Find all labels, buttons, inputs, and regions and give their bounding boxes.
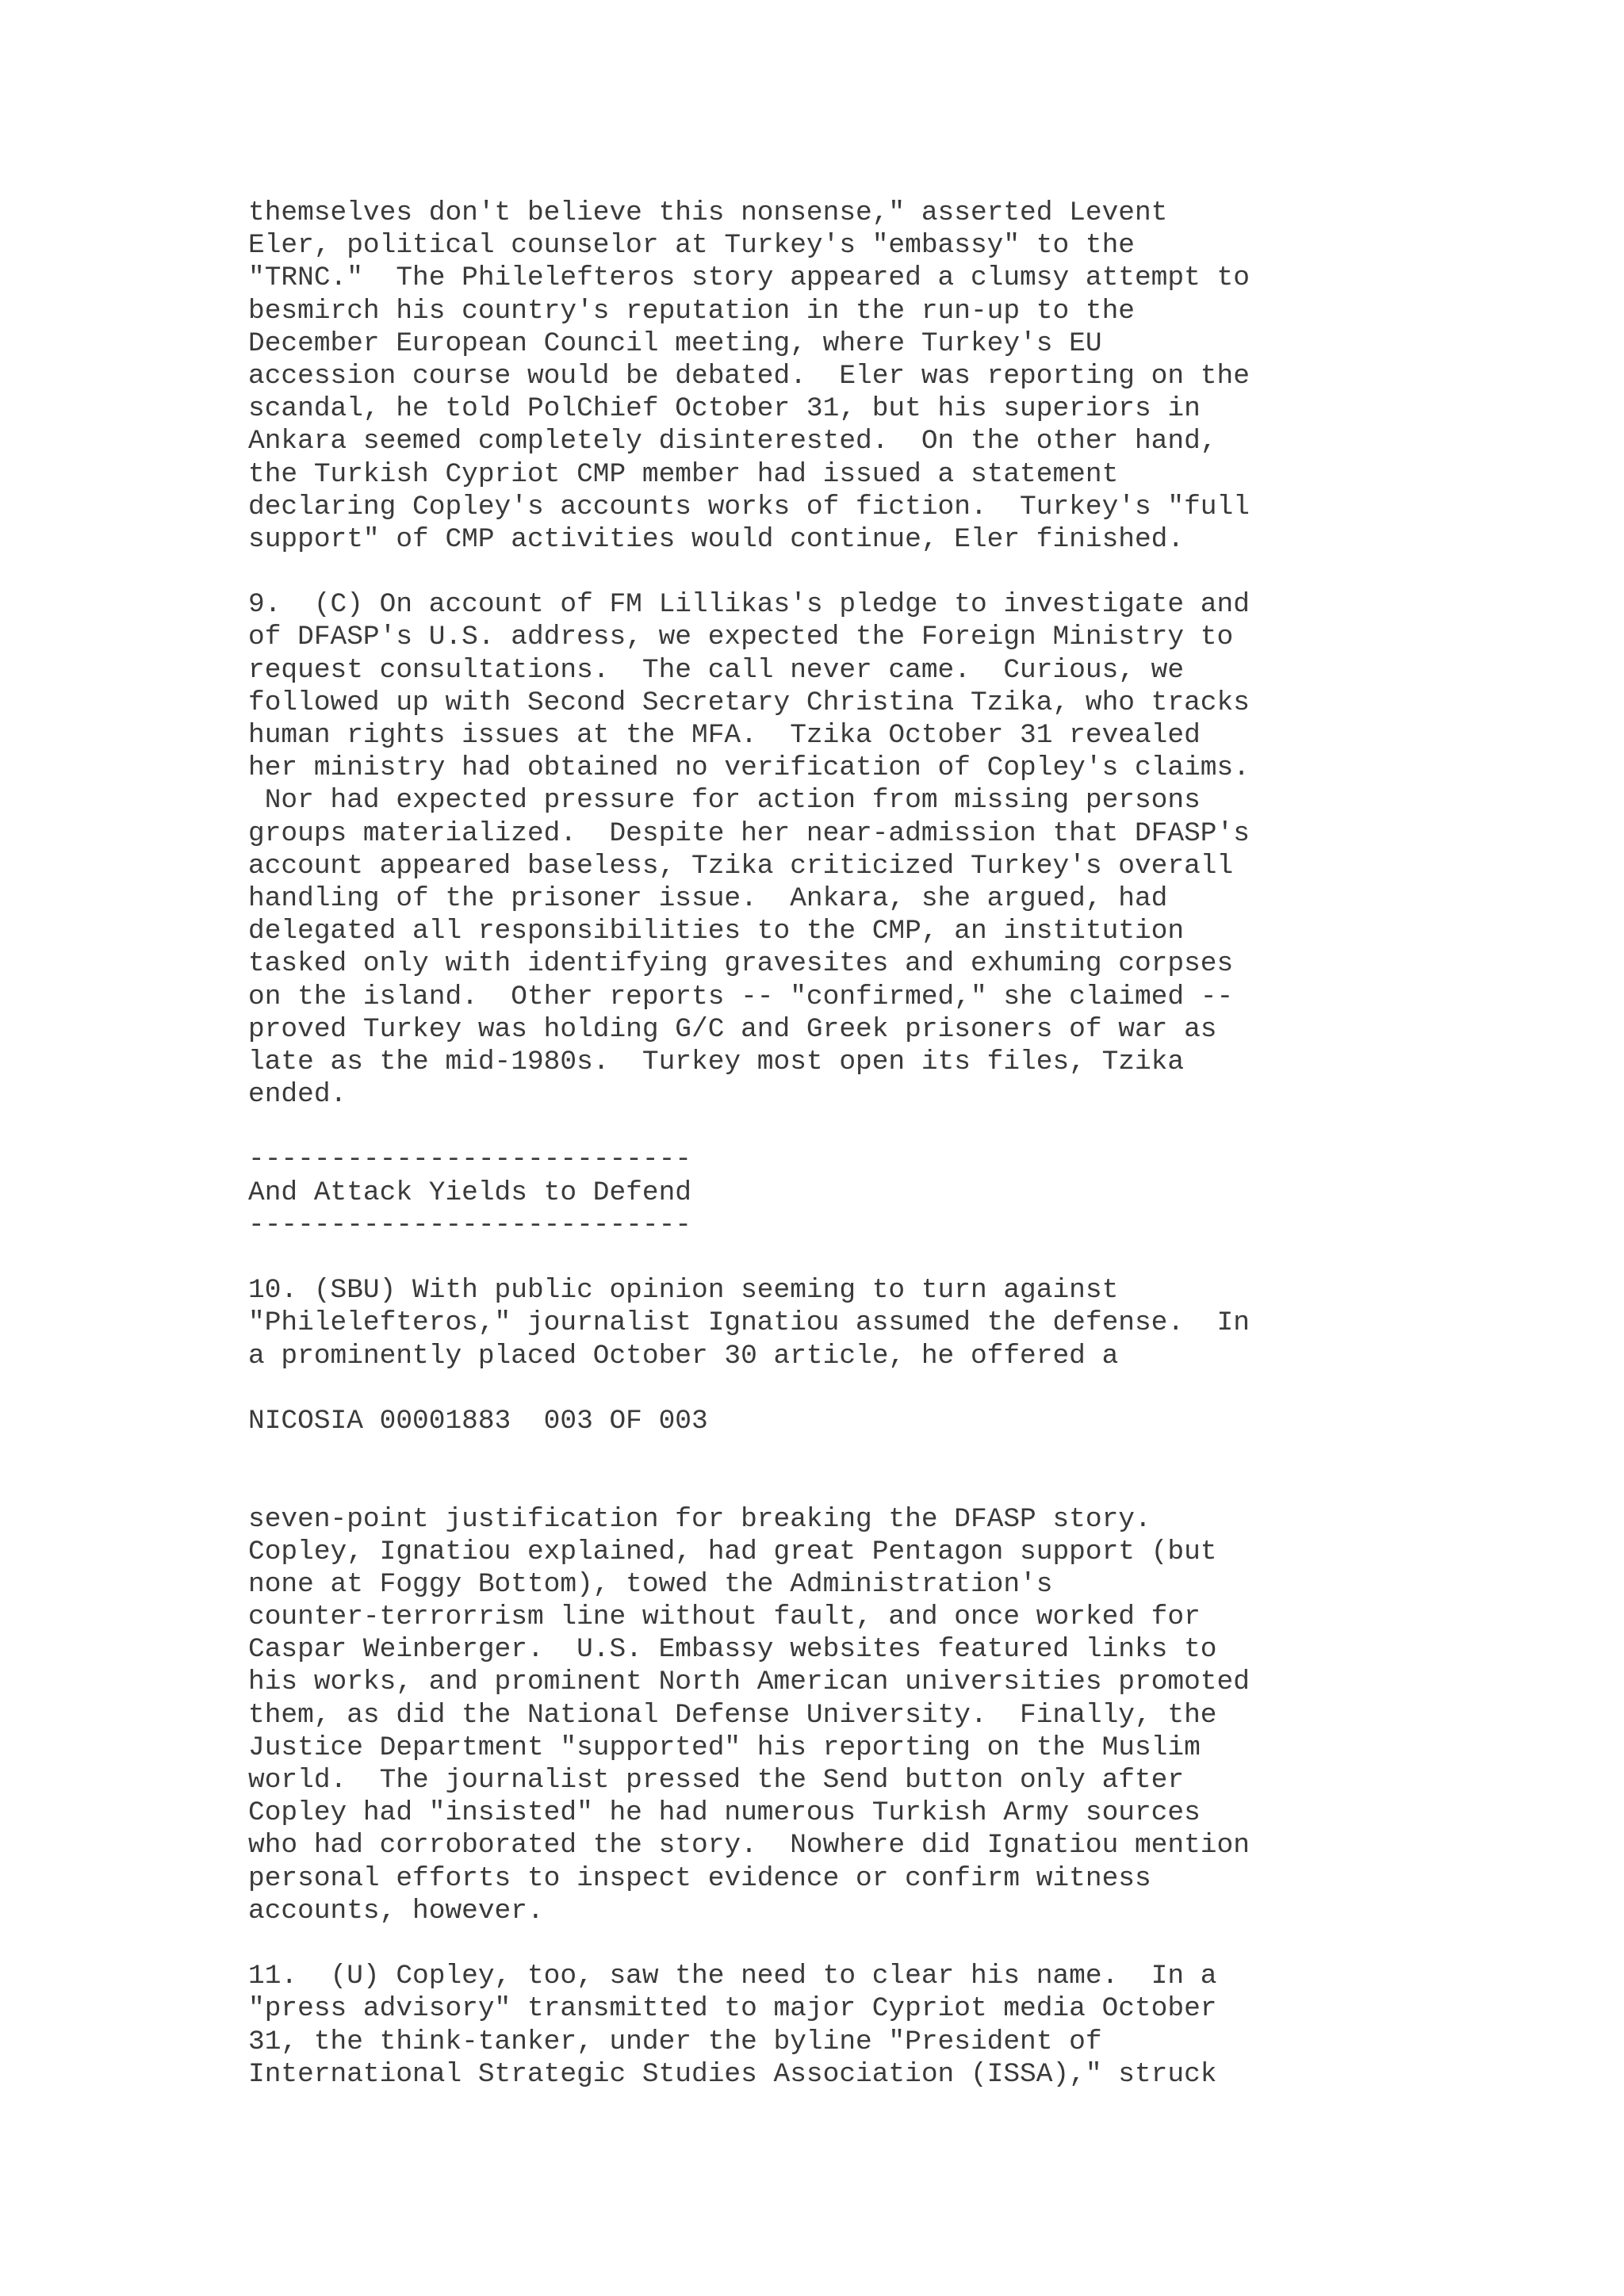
text-line: who had corroborated the story. Nowhere did Ignatiou mention (248, 1830, 1250, 1862)
text-line: groups materialized. Despite her near-admission that DFASP's (248, 817, 1250, 849)
text-line: "press advisory" transmitted to major Cypriot media October (248, 1993, 1217, 2025)
blank-line (248, 1111, 1358, 1143)
text-line: world. The journalist pressed the Send button only after (248, 1765, 1185, 1797)
paragraph-10-continued (248, 1503, 1358, 1927)
text-line: followed up with Second Secretary Christina Tzika, who tracks (248, 687, 1250, 718)
cable-page (248, 197, 1358, 2091)
text-line: Ankara seemed completely disinterested. On the other hand, (248, 426, 1217, 457)
text-line: scandal, he told PolChief October 31, but his superiors in (248, 393, 1201, 425)
paragraph-10-first (248, 1274, 1358, 1372)
text-line: none at Foggy Bottom), towed the Administration's (248, 1568, 1053, 1600)
paragraph-9 (248, 588, 1358, 1111)
text-line: support" of CMP activities would continue, Eler finished. (248, 523, 1185, 555)
text-line: a prominently placed October 30 article, he offered a (248, 1340, 1119, 1372)
text-line: International Strategic Studies Association (ISSA)," struck (248, 2058, 1217, 2090)
text-line: accounts, however. (248, 1895, 544, 1927)
text-line: Caspar Weinberger. U.S. Embassy websites featured links to (248, 1634, 1217, 1666)
text-line: his works, and prominent North American universities promoted (248, 1667, 1250, 1698)
text-line: 11. (U) Copley, too, saw the need to clear his name. In a (248, 1961, 1217, 1992)
paragraph-11 (248, 1960, 1358, 2091)
text-line: Copley had "insisted" he had numerous Turkish Army sources (248, 1797, 1201, 1829)
text-line: counter-terrorrism line without fault, and once worked for (248, 1601, 1201, 1633)
text-line: late as the mid-1980s. Turkey most open its files, Tzika (248, 1046, 1185, 1077)
text-line: Copley, Ignatiou explained, had great Pentagon support (but (248, 1536, 1217, 1567)
text-line: December European Council meeting, where Turkey's EU (248, 327, 1102, 359)
blank-line (248, 1242, 1358, 1274)
blank-line (248, 556, 1358, 588)
section-heading: And Attack Yields to Defend (248, 1177, 691, 1208)
text-line: account appeared baseless, Tzika criticized Turkey's overall (248, 850, 1234, 882)
text-line: Justice Department "supported" his reporting on the Muslim (248, 1732, 1201, 1763)
text-line: themselves don't believe this nonsense," asserted Levent (248, 197, 1168, 228)
text-line: her ministry had obtained no verification of Copley's claims. (248, 752, 1250, 784)
text-line: Nor had expected pressure for action from missing persons (248, 785, 1201, 817)
text-line: accession course would be debated. Eler was reporting on the (248, 360, 1250, 392)
text-line: of DFASP's U.S. address, we expected the Foreign Ministry to (248, 622, 1234, 653)
text-line: 31, the think-tanker, under the byline "President of (248, 2026, 1102, 2057)
text-line: request consultations. The call never came. Curious, we (248, 654, 1185, 686)
text-line: handling of the prisoner issue. Ankara, she argued, had (248, 882, 1168, 914)
text-line: the Turkish Cypriot CMP member had issued a statement (248, 458, 1119, 490)
text-line: personal efforts to inspect evidence or confirm witness (248, 1862, 1151, 1894)
text-line: declaring Copley's accounts works of fiction. Turkey's "full (248, 491, 1250, 522)
blank-line (248, 1372, 1358, 1405)
text-line: ended. (248, 1079, 347, 1111)
section-rule-bottom: --------------------------- (248, 1209, 691, 1241)
text-line: "TRNC." The Philelefteros story appeared a clumsy attempt to (248, 262, 1250, 294)
section-rule-top: --------------------------- (248, 1144, 691, 1176)
text-line: 10. (SBU) With public opinion seeming to turn against (248, 1275, 1119, 1307)
text-line: human rights issues at the MFA. Tzika October 31 revealed (248, 720, 1201, 751)
text-line: delegated all responsibilities to the CMP, an institution (248, 916, 1185, 947)
text-line: Eler, political counselor at Turkey's "embassy" to the (248, 230, 1135, 262)
text-line: seven-point justification for breaking the DFASP story. (248, 1503, 1151, 1535)
text-line: "Philelefteros," journalist Ignatiou assumed the defense. In (248, 1307, 1250, 1339)
blank-line (248, 1927, 1358, 1960)
page-marker: NICOSIA 00001883 003 OF 003 (248, 1405, 708, 1437)
text-line: on the island. Other reports -- "confirmed," she claimed -- (248, 981, 1234, 1012)
text-line: proved Turkey was holding G/C and Greek prisoners of war as (248, 1013, 1217, 1045)
text-line: 9. (C) On account of FM Lillikas's pledge to investigate and (248, 589, 1250, 621)
page-break-gap (248, 1437, 1358, 1502)
text-line: tasked only with identifying gravesites and exhuming corpses (248, 948, 1234, 980)
text-line: besmirch his country's reputation in the run-up to the (248, 295, 1135, 327)
text-line: them, as did the National Defense University. Finally, the (248, 1699, 1217, 1731)
section-header (248, 1143, 1358, 1242)
paragraph-8-continued (248, 197, 1358, 556)
